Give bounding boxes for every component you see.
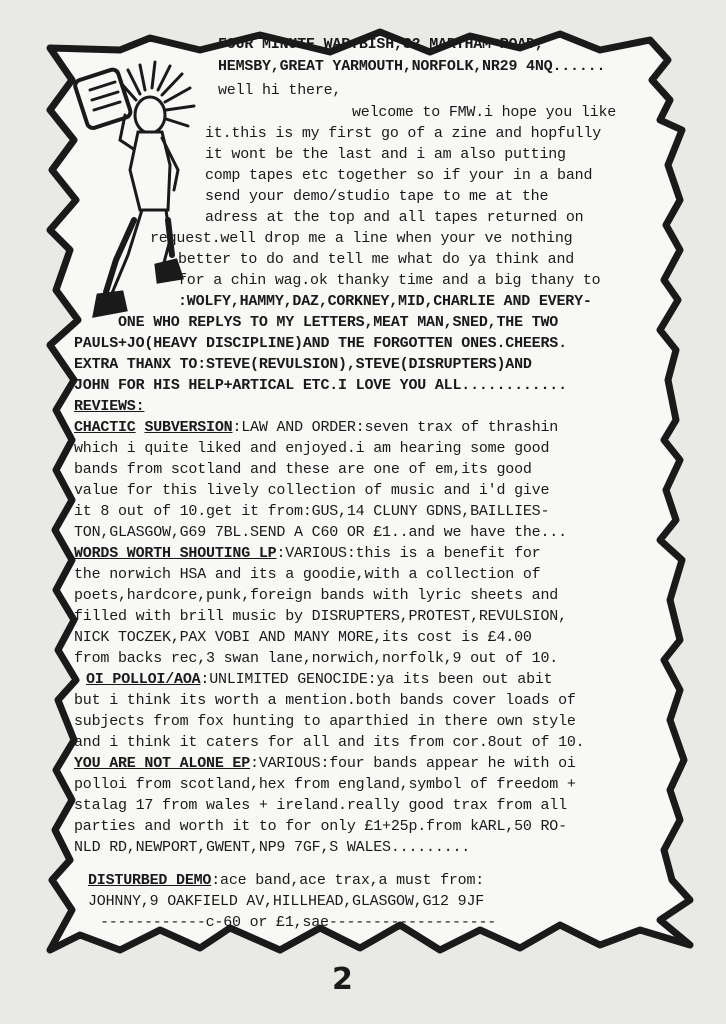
review-line: JOHNNY,9 OAKFIELD AV,HILLHEAD,GLASGOW,G12 9JF	[88, 893, 485, 910]
intro-line: it wont be the last and i am also putting	[205, 146, 566, 163]
review-text: :UNLIMITED GENOCIDE:ya its been out abit	[200, 671, 553, 688]
review-line: the norwich HSA and its a goodie,with a collection of	[74, 566, 541, 583]
intro-line: it.this is my first go of a zine and hopfully	[205, 125, 602, 142]
intro-line: :WOLFY,HAMMY,DAZ,CORKNEY,MID,CHARLIE AND EVERY-	[178, 293, 592, 310]
review-text: :LAW AND ORDER:seven trax of thrashin	[232, 419, 559, 436]
review-line: from backs rec,3 swan lane,norwich,norfolk,9 out of 10.	[74, 650, 559, 667]
review-line: NICK TOCZEK,PAX VOBI AND MANY MORE,its cost is £4.00	[74, 629, 532, 646]
zine-address-line: FOUR MINUTE WAR:BISH,32 MARTHAM ROAD,	[218, 36, 544, 53]
review-line: and i think it caters for all and its from cor.8out of 10.	[74, 734, 585, 751]
review-line: NLD RD,NEWPORT,GWENT,NP9 7GF,S WALES.........	[74, 839, 471, 856]
review-line: TON,GLASGOW,G69 7BL.SEND A C60 OR £1..and we have the...	[74, 524, 567, 541]
review-title: DISTURBED DEMO	[88, 872, 212, 889]
review-line: it 8 out of 10.get it from:GUS,14 CLUNY GDNS,BAILLIES-	[74, 503, 550, 520]
review-title: CHACTIC	[74, 419, 136, 436]
review-line	[88, 872, 484, 890]
intro-line: ONE WHO REPLYS TO MY LETTERS,MEAT MAN,SNED,THE TWO	[118, 314, 559, 331]
review-line: which i quite liked and enjoyed.i am hearing some good	[74, 440, 550, 457]
review-line: bands from scotland and these are one of em,its good	[74, 461, 532, 478]
intro-line: request.well drop me a line when your ve nothing	[150, 230, 573, 247]
intro-line: adress at the top and all tapes returned on	[205, 209, 584, 226]
review-line	[74, 545, 540, 563]
review-title: WORDS WORTH SHOUTING LP	[74, 545, 277, 562]
review-line: subjects from fox hunting to aparthied in there own style	[74, 713, 576, 730]
review-line: but i think its worth a mention.both bands cover loads of	[74, 692, 576, 709]
review-line: value for this lively collection of music and i'd give	[74, 482, 550, 499]
review-text: :ace band,ace trax,a must from:	[211, 872, 485, 889]
zine-address-line: HEMSBY,GREAT YARMOUTH,NORFOLK,NR29 4NQ......	[218, 58, 606, 75]
review-title: YOU ARE NOT ALONE EP	[74, 755, 251, 772]
intro-line: better to do and tell me what do ya think and	[178, 251, 575, 268]
intro-line: JOHN FOR HIS HELP+ARTICAL ETC.I LOVE YOU ALL............	[74, 377, 567, 394]
review-line: poets,hardcore,punk,foreign bands with lyric sheets and	[74, 587, 559, 604]
review-line: parties and worth it to for only £1+25p.from kARL,50 RO-	[74, 818, 567, 835]
review-line: ------------c-60 or £1,sae-------------------	[100, 914, 497, 931]
review-line: stalag 17 from wales + ireland.really good trax from all	[74, 797, 567, 814]
intro-line: comp tapes etc together so if your in a band	[205, 167, 593, 184]
review-text: :VARIOUS:four bands appear he with oi	[250, 755, 576, 772]
page-number: 2	[332, 962, 353, 997]
review-text: :VARIOUS:this is a benefit for	[276, 545, 541, 562]
review-line	[74, 755, 576, 773]
intro-line: welcome to FMW.i hope you like	[352, 104, 617, 121]
review-line: polloi from scotland,hex from england,symbol of freedom +	[74, 776, 576, 793]
intro-line: for a chin wag.ok thanky time and a big thany to	[178, 272, 601, 289]
intro-line: well hi there,	[218, 82, 342, 99]
intro-line: send your demo/studio tape to me at the	[205, 188, 549, 205]
intro-line: PAULS+JO(HEAVY DISCIPLINE)AND THE FORGOTTEN ONES.CHEERS.	[74, 335, 567, 352]
intro-line: EXTRA THANX TO:STEVE(REVULSION),STEVE(DISRUPTERS)AND	[74, 356, 532, 373]
review-line	[86, 671, 552, 689]
review-line	[74, 419, 558, 437]
review-title: SUBVERSION	[144, 419, 233, 436]
review-line: filled with brill music by DISRUPTERS,PROTEST,REVULSION,	[74, 608, 567, 625]
review-title: OI POLLOI/AOA	[86, 671, 201, 688]
reviews-heading: REVIEWS:	[74, 398, 145, 415]
